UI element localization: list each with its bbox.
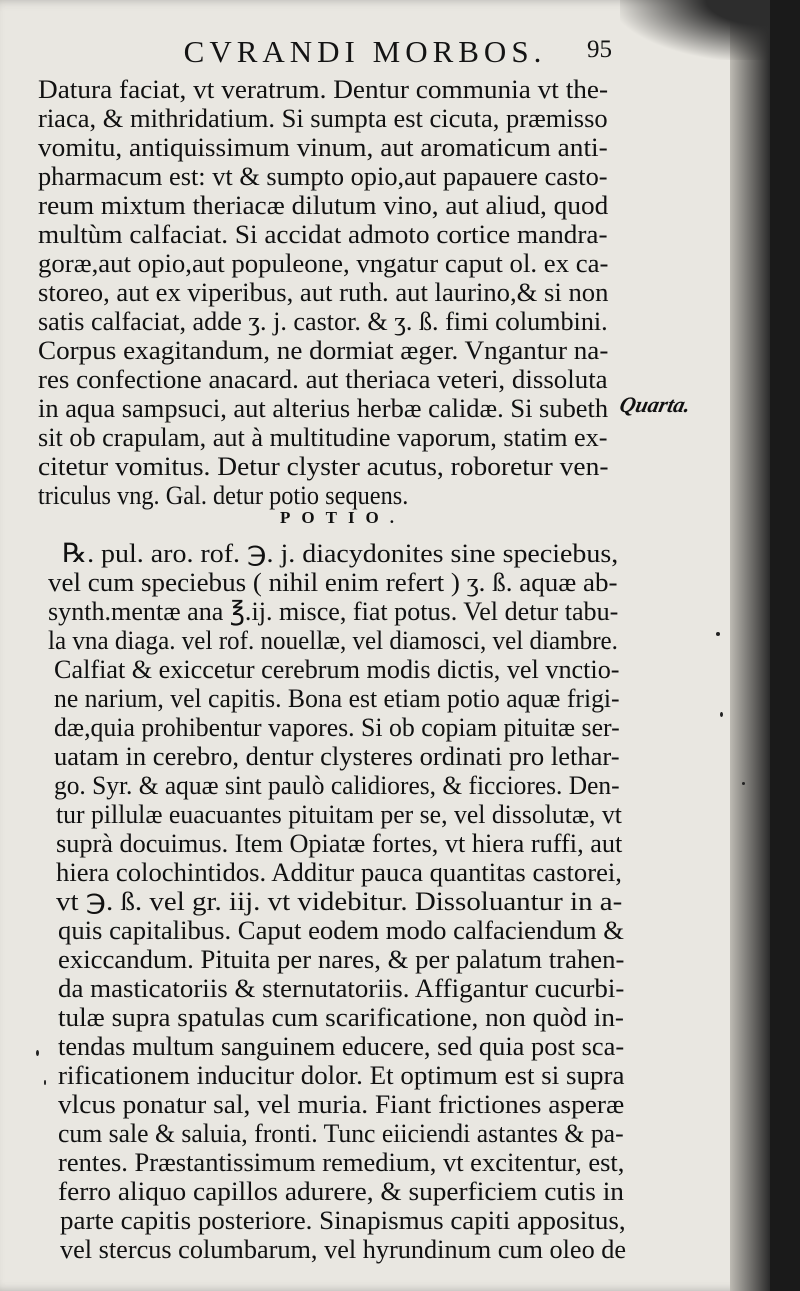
- text-line: vt ℈. ß. vel gr. iij. vt videbitur. Dissoluantur in a-: [56, 886, 623, 916]
- text-line: tulæ supra spatulas cum scarificatione, non quòd in-: [58, 1002, 624, 1032]
- text-line: ne narium, vel capitis. Bona est etiam potio aquæ frigi-: [54, 683, 620, 713]
- text-line: riaca, & mithridatium. Si sumpta est cicuta, præmisso: [38, 103, 608, 133]
- text-line: rificationem inducitur dolor. Et optimum est si supra: [58, 1060, 625, 1090]
- text-line: citetur vomitus. Detur clyster acutus, roboretur ven-: [38, 451, 609, 481]
- text-line: exiccandum. Pituita per nares, & per palatum trahen-: [58, 944, 625, 974]
- text-line: goræ,aut opio,aut populeone, vngatur caput ol. ex ca-: [38, 248, 609, 278]
- text-line: vel cum speciebus ( nihil enim refert ) ʒ. ß. aquæ ab-: [48, 567, 618, 597]
- text-line: go. Syr. & aquæ sint paulò calidiores, & ficciores. Den-: [54, 770, 620, 800]
- page-edge-shadow: [730, 0, 770, 1291]
- text-line: suprà docuimus. Item Opiatæ fortes, vt hiera ruffi, aut: [56, 828, 623, 858]
- text-line: la vna diaga. vel rof. nouellæ, vel diamosci, vel diambre.: [48, 625, 618, 655]
- text-line: multùm calfaciat. Si accidat admoto cortice mandra-: [38, 219, 608, 249]
- text-line: vel stercus columbarum, vel hyrundinum cum oleo de: [60, 1234, 627, 1264]
- text-line: hiera colochintidos. Additur pauca quantitas castorei,: [56, 857, 622, 887]
- marginal-note: Quarta.: [617, 392, 694, 417]
- page-number: 95: [587, 36, 612, 63]
- text-line: ferro aliquo capillos adurere, & superficiem cutis in: [58, 1176, 624, 1206]
- text-line: vlcus ponatur sal, vel muria. Fiant frictiones asperæ: [58, 1089, 625, 1119]
- corner-shadow: [620, 0, 770, 60]
- text-line: ℞. pul. aro. rof. ℈. j. diacydonites sine speciebus,: [62, 538, 619, 568]
- text-line: in aqua sampsuci, aut alterius herbæ calidæ. Si subeth: [38, 393, 609, 423]
- text-line: sit ob crapulam, aut à multitudine vaporum, statim ex-: [38, 422, 608, 452]
- text-line: parte capitis posteriore. Sinapismus capiti appositus,: [60, 1205, 626, 1235]
- text-line: Corpus exagitandum, ne dormiat æger. Vngantur na-: [38, 335, 609, 365]
- text-line: synth.mentæ ana ℥.ij. misce, fiat potus. Vel detur tabu-: [48, 596, 619, 626]
- text-line: tendas multum sanguinem educere, sed quia post sca-: [58, 1031, 625, 1061]
- text-line: satis calfaciat, adde ʒ. j. castor. & ʒ. ß. fimi columbini.: [38, 306, 608, 336]
- running-title: CVRANDI MORBOS.: [183, 34, 547, 69]
- text-line: reum mixtum theriacæ dilutum vino, aut aliud, quod: [38, 190, 609, 220]
- text-line: cum sale & saluia, fronti. Tunc eiiciendi astantes & pa-: [58, 1118, 624, 1148]
- text-line: da masticatoriis & sternutatoriis. Affigantur cucurbi-: [58, 973, 625, 1003]
- section-heading: POTIO.: [280, 508, 406, 527]
- text-line: dæ,quia prohibentur vapores. Si ob copiam pituitæ ser-: [54, 712, 620, 742]
- text-line: triculus vng. Gal. detur potio sequens.: [38, 480, 409, 510]
- text-line: tur pillulæ euacuantes pituitam per se, vel dissolutæ, vt: [56, 799, 622, 829]
- text-line: rentes. Præstantissimum remedium, vt excitentur, est,: [58, 1147, 625, 1177]
- text-line: Calfiat & exiccetur cerebrum modis dictis, vel vnctio-: [54, 654, 620, 684]
- text-line: quis capitalibus. Caput eodem modo calfaciendum &: [58, 915, 624, 945]
- text-line: storeo, aut ex viperibus, aut ruth. aut laurino,& si non: [38, 277, 609, 307]
- text-line: pharmacum est: vt & sumpto opio,aut papauere casto-: [38, 161, 608, 191]
- text-line: res confectione anacard. aut theriaca veteri, dissoluta: [38, 364, 608, 394]
- text-line: uatam in cerebro, dentur clysteres ordinati pro lethar-: [54, 741, 620, 771]
- text-line: vomitu, antiquissimum vinum, aut aromaticum anti-: [38, 132, 608, 162]
- text-line: Datura faciat, vt veratrum. Dentur communia vt the-: [38, 74, 609, 104]
